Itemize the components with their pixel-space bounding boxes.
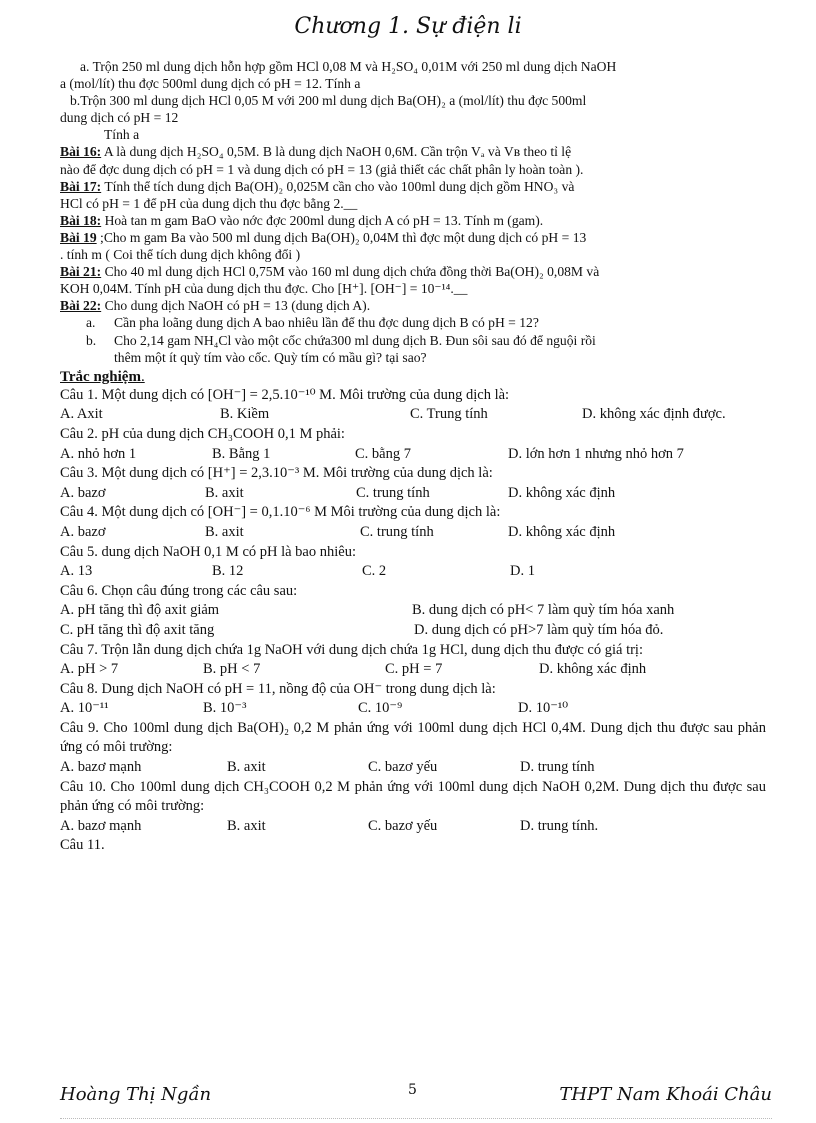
q5-option-c: C. 2 — [362, 563, 387, 580]
q1-option-c: C. Trung tính — [410, 406, 488, 423]
question-6-options-row-1 — [60, 601, 812, 621]
page-number: 5 — [408, 1082, 417, 1098]
q6-option-d: D. dung dịch có pH>7 làm quỳ tím hóa đỏ. — [414, 621, 664, 638]
page-title: Chương 1. Sự điện li — [294, 14, 522, 39]
bai-22-label: Bài 22: — [60, 298, 102, 314]
exercise-b-line-3: Tính a — [104, 127, 140, 143]
q10-option-b: B. axit — [227, 817, 266, 834]
q4-option-b: B. axit — [205, 523, 244, 540]
exercise-a-line-2: a (mol/lít) thu đợc 500ml dung dịch có pH = 12. Tính a — [60, 76, 361, 92]
q7-option-c: C. pH = 7 — [385, 661, 443, 678]
bai-18-label: Bài 18: — [60, 212, 102, 228]
q2-option-a: A. nhỏ hơn 1 — [60, 445, 137, 462]
q5-option-d: D. 1 — [510, 563, 535, 580]
bai-22-b-text: Cho 2,14 gam NH₄Cl vào một cốc chứa300 ml dung dịch B. Đun sôi sau đó để nguội rồi — [114, 332, 596, 348]
q6-option-c: C. pH tăng thì độ axit tăng — [60, 621, 215, 638]
q10-option-d: D. trung tính. — [520, 817, 599, 834]
question-5-options — [60, 562, 812, 582]
question-2: Câu 2. pH của dung dịch CH₃COOH 0,1 M phải: — [60, 425, 345, 442]
exercise-b-line-1: b.Trộn 300 ml dung dịch HCl 0,05 M với 200 ml dung dịch Ba(OH)₂ a (mol/lít) thu đợc 500ml — [70, 93, 587, 109]
q2-option-c: C. bằng 7 — [355, 445, 411, 462]
q8-option-d: D. 10⁻¹⁰ — [518, 700, 569, 717]
bai-17-label: Bài 17: — [60, 178, 102, 194]
q9-option-a: A. bazơ mạnh — [60, 759, 142, 776]
question-5: Câu 5. dung dịch NaOH 0,1 M có pH là bao nhiêu: — [60, 543, 356, 560]
q8-option-c: C. 10⁻⁹ — [358, 700, 403, 717]
question-10: Câu 10. Cho 100ml dung dịch CH₃COOH 0,2 M phản ứng với 100ml dung dịch NaOH 0,2M. Dung dịch thu được sau phản ứng có môi trường: — [60, 778, 766, 815]
bai-18-text: Hoà tan m gam BaO vào nớc đợc 200ml dung dịch A có pH = 13. Tính m (gam). — [101, 212, 544, 228]
quiz-title: Trắc nghiệm — [60, 368, 141, 385]
exercise-a-line-1: a. Trộn 250 ml dung dịch hỗn hợp gồm HCl 0,08 M và H₂SO₄ 0,01M với 250 ml dung dịch NaOH — [80, 59, 617, 74]
page-footer — [60, 1082, 772, 1112]
question-1: Câu 1. Một dung dịch có [OH⁻] = 2,5.10⁻¹⁰ M. Môi trường của dung dịch là: — [60, 386, 510, 403]
bai-18 — [60, 212, 812, 229]
q5-option-b: B. 12 — [212, 563, 244, 580]
question-1-options — [60, 405, 812, 425]
bai-16-text: A là dung dịch H₂SO₄ 0,5M. B là dung dịch NaOH 0,6M. Cần trộn Vₐ và Vв theo tỉ lệ — [101, 144, 572, 160]
q1-option-a: A. Axit — [60, 406, 103, 423]
quiz-title-dot: . — [140, 368, 145, 385]
q8-option-a: A. 10⁻¹¹ — [60, 700, 109, 717]
question-9: Câu 9. Cho 100ml dung dịch Ba(OH)₂ 0,2 M phản ứng với 100ml dung dịch HCl 0,4M. Dung dịch thu được sau phản ứng có môi trường: — [60, 719, 766, 756]
bai-21-line-2: KOH 0,04M. Tính pH của dung dịch thu đợc. Cho [H⁺]. [OH⁻] = 10⁻¹⁴.__ — [60, 281, 468, 297]
q1-option-d: D. không xác định được. — [582, 406, 726, 423]
question-2-options — [60, 445, 812, 465]
bai-22-part-a — [60, 314, 812, 331]
bai-17 — [60, 178, 812, 195]
q3-option-a: A. bazơ — [60, 484, 106, 501]
q9-option-b: B. axit — [227, 759, 266, 776]
q7-option-b: B. pH < 7 — [203, 661, 261, 678]
q8-option-b: B. 10⁻³ — [203, 700, 247, 717]
q4-option-c: C. trung tính — [360, 523, 434, 540]
question-4: Câu 4. Một dung dịch có [OH⁻] = 0,1.10⁻⁶ M Môi trường của dung dịch là: — [60, 504, 501, 521]
bai-17-text: Tính thể tích dung dịch Ba(OH)₂ 0,025M cần cho vào 100ml dung dịch gồm HNO₃ và — [101, 178, 575, 194]
q3-option-c: C. trung tính — [356, 484, 430, 501]
bai-22-text: Cho dung dịch NaOH có pH = 13 (dung dịch A). — [101, 298, 371, 314]
q9-option-d: D. trung tính — [520, 759, 595, 776]
exercise-b-line-2: dung dịch có pH = 12 — [60, 110, 179, 126]
q4-option-a: A. bazơ — [60, 523, 106, 540]
q10-option-a: A. bazơ mạnh — [60, 817, 142, 834]
q3-option-b: B. axit — [205, 484, 244, 501]
q1-option-b: B. Kiềm — [220, 406, 270, 423]
bai-22-a-text: Cần pha loãng dung dịch A bao nhiêu lần để thu đợc dung dịch B có pH = 12? — [114, 315, 539, 331]
bai-19 — [60, 229, 812, 246]
question-8-options — [60, 699, 812, 719]
q9-option-c: C. bazơ yếu — [368, 759, 438, 776]
question-4-options — [60, 523, 812, 543]
bai-22-b-line-2: thêm một ít quỳ tím vào cốc. Quỳ tím có mầu gì? tại sao? — [114, 349, 427, 365]
question-6: Câu 6. Chọn câu đúng trong các câu sau: — [60, 582, 298, 599]
q6-option-a: A. pH tăng thì độ axit giảm — [60, 602, 220, 619]
q7-option-a: A. pH > 7 — [60, 661, 119, 678]
bai-22-b-marker: b. — [86, 332, 97, 348]
q5-option-a: A. 13 — [60, 563, 93, 580]
bai-19-line-2: . tính m ( Coi thể tích dung dịch không đổi ) — [60, 247, 301, 263]
q3-option-d: D. không xác định — [508, 484, 616, 501]
question-3-options — [60, 484, 812, 504]
exercise-section — [60, 58, 812, 856]
q2-option-d: D. lớn hơn 1 nhưng nhỏ hơn 7 — [508, 445, 684, 462]
question-7-options — [60, 660, 812, 680]
q2-option-b: B. Bằng 1 — [212, 445, 271, 462]
question-3: Câu 3. Một dung dịch có [H⁺] = 2,3.10⁻³ M. Môi trường của dung dịch là: — [60, 465, 493, 482]
question-7: Câu 7. Trộn lẫn dung dịch chứa 1g NaOH với dung dịch chứa 1g HCl, dung dịch thu được có giá trị: — [60, 641, 643, 658]
question-11: Câu 11. — [60, 837, 105, 854]
footer-author: Hoàng Thị Ngần — [60, 1084, 212, 1105]
q4-option-d: D. không xác định — [508, 523, 616, 540]
q7-option-d: D. không xác định — [539, 661, 647, 678]
bai-19-label: Bài 19 — [60, 229, 97, 245]
question-6-options-row-2 — [60, 621, 812, 641]
bai-21-text: Cho 40 ml dung dịch HCl 0,75M vào 160 ml dung dịch chứa đồng thời Ba(OH)₂ 0,08M và — [101, 264, 600, 280]
bai-16 — [60, 143, 812, 160]
footer-rule — [60, 1118, 772, 1119]
bai-19-text: ;Cho m gam Ba vào 500 ml dung dịch Ba(OH)₂ 0,04M thì đợc một dung dịch có pH = 13 — [96, 229, 587, 245]
bai-21 — [60, 263, 812, 280]
footer-school: THPT Nam Khoái Châu — [559, 1084, 772, 1105]
quiz-heading — [60, 369, 812, 386]
bai-17-line-2: HCl có pH = 1 để pH của dung dịch thu đợc bằng 2.__ — [60, 195, 358, 211]
bai-16-line-2: nào để đợc dung dịch có pH = 1 và dung dịch có pH = 13 (giả thiết các chất phân ly hoàn toàn ). — [60, 161, 584, 177]
bai-21-label: Bài 21: — [60, 264, 102, 280]
question-8: Câu 8. Dung dịch NaOH có pH = 11, nồng độ của OH⁻ trong dung dịch là: — [60, 680, 496, 697]
bai-22-a-marker: a. — [86, 315, 96, 331]
q6-option-b: B. dung dịch có pH< 7 làm quỳ tím hóa xanh — [412, 602, 675, 619]
bai-16-label: Bài 16: — [60, 144, 102, 160]
question-10-options — [60, 817, 812, 837]
question-9-options — [60, 758, 812, 778]
q10-option-c: C. bazơ yếu — [368, 817, 438, 834]
bai-22 — [60, 297, 812, 314]
bai-22-part-b — [60, 332, 812, 349]
